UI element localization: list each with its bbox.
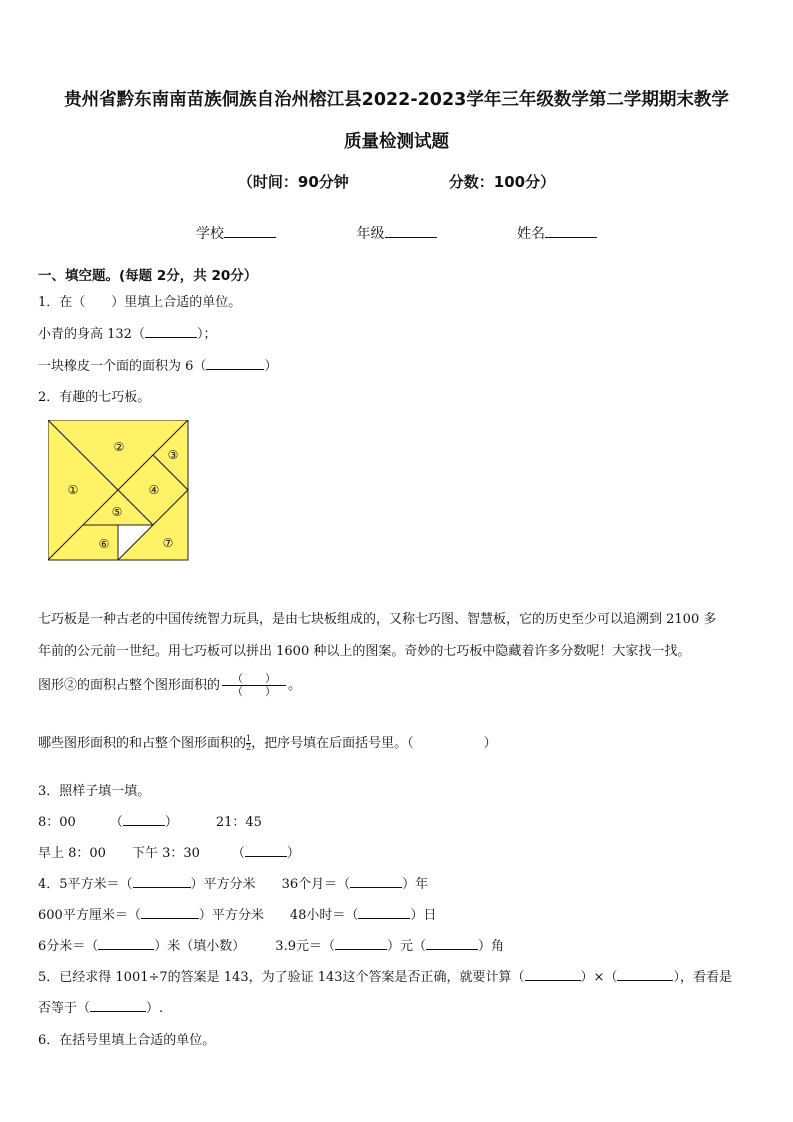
answer-blank[interactable]: [123, 813, 165, 826]
half-fraction: $\frac{1}{2}$: [246, 734, 252, 752]
fraction-answer[interactable]: $\frac{( )}{( )}$: [222, 673, 286, 698]
answer-blank[interactable]: [90, 999, 146, 1012]
q5-line1: 5．已经求得 1001÷7的答案是 143，为了验证 143这个答案是否正确，就要计算（ ）×（ ），看看是: [38, 970, 732, 985]
q5-line2: 否等于（ ）.: [38, 1001, 164, 1016]
q4-row3: 6分米＝（ ）米（填小数） 3.9元＝（ ）元（ ）角: [38, 939, 505, 954]
q1-item-b: 一块橡皮一个面的面积为 6（ ）: [38, 359, 278, 374]
piece-label-5: ⑤: [111, 505, 123, 519]
q4-row1: 4．5平方米＝（ ）平方分米 36个月＝（ ）年: [38, 877, 429, 892]
answer-blank[interactable]: [525, 968, 581, 981]
total-score: 分数：100分）: [448, 173, 556, 191]
school-field[interactable]: 学校: [196, 223, 276, 243]
q2-stem: 2．有趣的七巧板。: [38, 390, 151, 405]
answer-blank[interactable]: [426, 937, 478, 950]
piece-label-6: ⑥: [98, 537, 110, 551]
time-limit: （时间：90分钟: [237, 173, 349, 191]
tangram-figure: [48, 420, 190, 562]
q3-row2: 早上 8：00 下午 3：30 （ ）: [38, 846, 300, 861]
piece-label-3: ③: [167, 448, 179, 462]
grade-field[interactable]: 年级: [357, 223, 437, 243]
q3-row1: 8：00 （ ） 21：45: [38, 815, 262, 830]
exam-title-line1: 贵州省黔东南南苗族侗族自治州榕江县2022-2023学年三年级数学第二学期期末教学: [64, 90, 729, 110]
paragraph-line: 年前的公元前一世纪。用七巧板可以拼出 1600 种以上的图案。奇妙的七巧板中隐藏着许多分数呢！大家找一找。: [38, 644, 691, 659]
tangram-paragraph: [38, 604, 760, 668]
exam-title-line2: 质量检测试题: [344, 132, 449, 152]
piece-label-2: ②: [113, 440, 125, 454]
answer-blank[interactable]: [335, 937, 387, 950]
q1-stem: 1．在（ ）里填上合适的单位。: [38, 295, 242, 310]
answer-blank[interactable]: [358, 906, 410, 919]
answer-blank[interactable]: [98, 937, 154, 950]
piece-label-4: ④: [148, 483, 160, 497]
answer-blank[interactable]: [350, 875, 402, 888]
name-field[interactable]: 姓名: [517, 223, 597, 243]
q6-stem: 6．在括号里填上合适的单位。: [38, 1033, 216, 1048]
section1-heading: 一、填空题。(每题 2分，共 20分）: [38, 268, 258, 284]
q1-item-a: 小青的身高 132（ ）；: [38, 327, 217, 342]
piece-label-7: ⑦: [162, 536, 174, 550]
q3-stem: 3．照样子填一填。: [38, 784, 151, 799]
answer-blank[interactable]: [617, 968, 673, 981]
exam-meta: [0, 171, 793, 192]
answer-blank[interactable]: [206, 357, 264, 370]
q2-fig2-question: 图形②的面积占整个图形面积的 $\frac{( )}{( )}$ 。: [38, 672, 302, 698]
student-info: [0, 223, 793, 243]
answer-blank[interactable]: [245, 844, 287, 857]
piece-label-1: ①: [67, 483, 79, 497]
paragraph-line: 七巧板是一种古老的中国传统智力玩具，是由七块板组成的，又称七巧图、智慧板，它的历史至少可以追溯到 2100 多: [38, 612, 717, 627]
answer-blank[interactable]: [145, 325, 197, 338]
q2-half-question: 哪些图形面积的和占整个图形面积的 $\frac{1}{2}$ ，把序号填在后面括号里。（ ）: [38, 734, 497, 752]
answer-blank[interactable]: [133, 875, 191, 888]
q4-row2: 600平方厘米＝（ ）平方分米 48小时＝（ ）日: [38, 908, 437, 923]
answer-blank[interactable]: [141, 906, 199, 919]
